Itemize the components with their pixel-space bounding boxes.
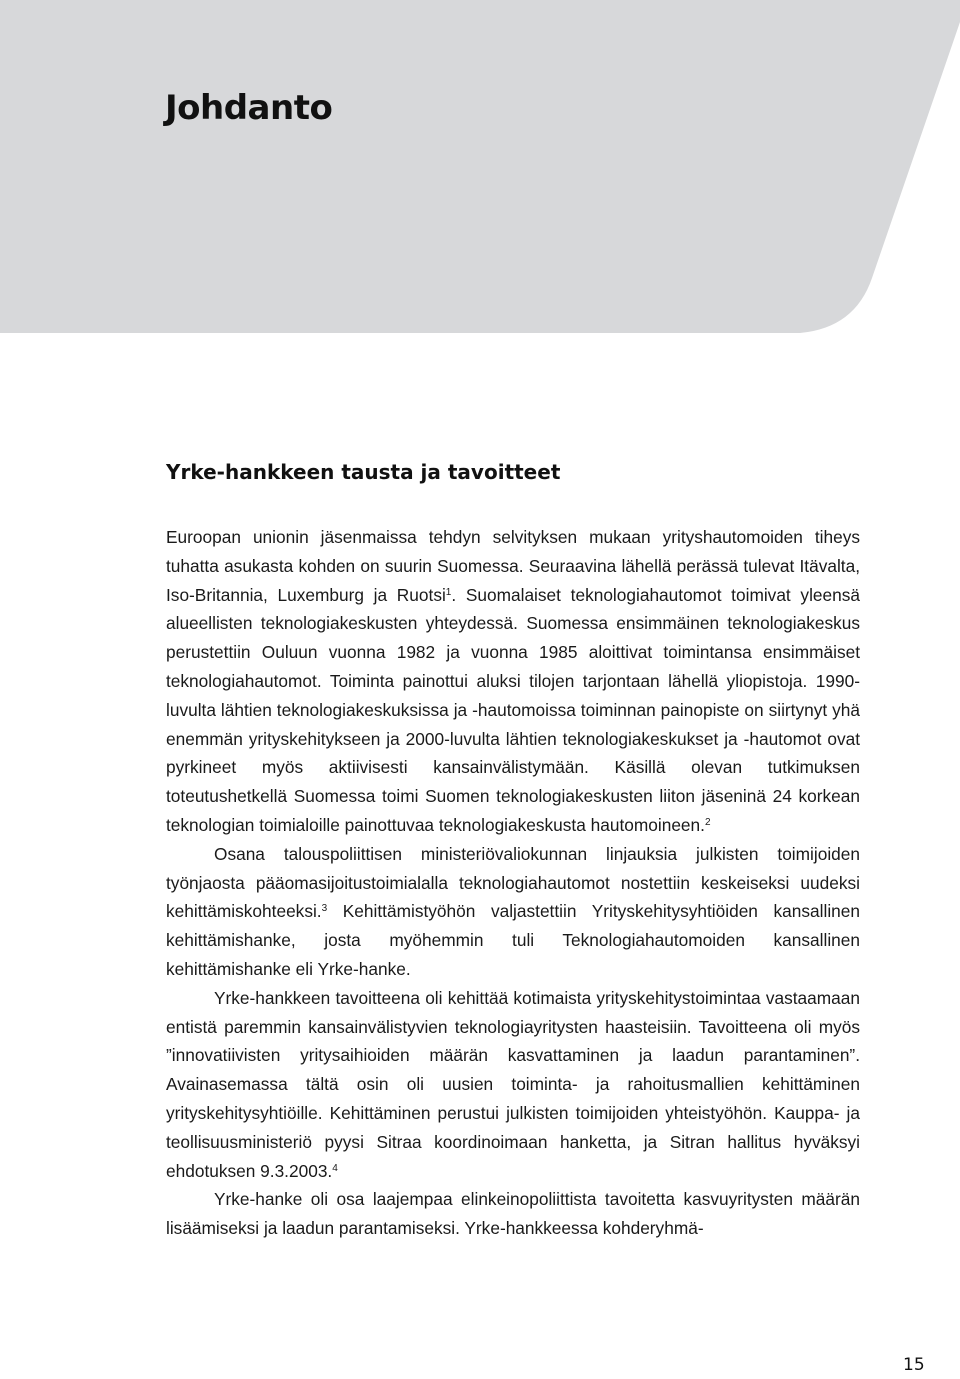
paragraph-text: Kehittämistyöhön valjastettiin Yrityskehitysyhtiöiden kansallinen kehittämishanke, josta myöhemmin tuli Teknologiahautomoiden kansallinen kehittämishanke eli Yrke-hanke.: [166, 901, 860, 979]
paragraph-text: Yrke-hankkeen tavoitteena oli kehittää kotimaista yrityskehitystoimintaa vastaamaan entistä paremmin kansainvälistyvien teknologiayritysten haasteisiin. Tavoitteena oli myös ”innovatiivisten yritysaihioiden määrän kasvattaminen ja laadun parantaminen”. Avainasemassa tältä osin oli uusien toiminta- ja rahoitusmallien kehittäminen yrityskehitysyhtiöille. Kehittäminen perustui julkisten toimijoiden yhteistyöhön. Kauppa- ja teollisuusministeriö pyysi Sitraa koordinoimaan hanketta, ja Sitran hallitus hyväksyi ehdotuksen 9.3.2003.: [166, 987, 860, 1181]
page-number: 15: [903, 1355, 925, 1375]
footnote-ref: 3: [321, 903, 328, 915]
paragraph-2: [166, 840, 860, 984]
footnote-ref: 1: [445, 586, 452, 598]
header-panel-shape: [0, 0, 960, 333]
footnote-ref: 4: [332, 1162, 338, 1174]
footnote-ref: 2: [704, 816, 711, 828]
paragraph-text: . Suomalaiset teknologiahautomot toimivat yleensä alueellisten teknologiakeskusten yhteydessä. Suomessa ensimmäinen teknologiakeskus perustettiin Ouluun vuonna 1982 ja vuonna 1985 aloittivat toimintansa ensimmäiset teknologiahautomot. Toiminta painottui aluksi tilojen tarjontaan lähellä yliopistoja. 1990-luvulta lähtien teknologiakeskuksissa ja -hautomoissa toiminnan painopiste on siirtynyt yhä enemmän yrityskehitykseen ja 2000-luvulta lähtien teknologiakeskukset ja -hautomot ovat pyrkineet myös aktiivisesti kansainvälistymään. Käsillä olevan tutkimuksen toteutushetkellä Suomessa toimi Suomen teknologiakeskusten liiton jäseninä 24 korkean teknologian toimialoille painottuvaa teknologiakeskusta hautomoineen.: [166, 584, 860, 835]
body-text: [166, 523, 860, 1243]
chapter-title: Johdanto: [165, 88, 333, 128]
paragraph-text: Osana talouspoliittisen ministeriövaliokunnan linjauksia julkisten toimijoiden työnjaosta pääomasijoitustoimialalla teknologiahautomot nostettiin keskeiseksi uudeksi kehittämiskohteeksi.: [166, 843, 860, 922]
paragraph-text: Yrke-hanke oli osa laajempaa elinkeinopoliittista tavoitetta kasvuyritysten määrän lisäämiseksi ja laadun parantamiseksi. Yrke-hankkeessa kohderyhmä-: [166, 1189, 860, 1239]
paragraph-4: [166, 1185, 860, 1243]
section-heading: Yrke-hankkeen tausta ja tavoitteet: [166, 460, 561, 484]
paragraph-1: [166, 523, 860, 840]
header-panel: [0, 0, 960, 400]
paragraph-3: [166, 984, 860, 1186]
paragraph-text: Euroopan unionin jäsenmaissa tehdyn selvityksen mukaan yrityshautomoiden tiheys tuhatta asukasta kohden on suurin Suomessa. Seuraavina lähellä perässä tulevat Itävalta, Iso-Britannia, Luxemburg ja Ruotsi: [166, 527, 860, 605]
